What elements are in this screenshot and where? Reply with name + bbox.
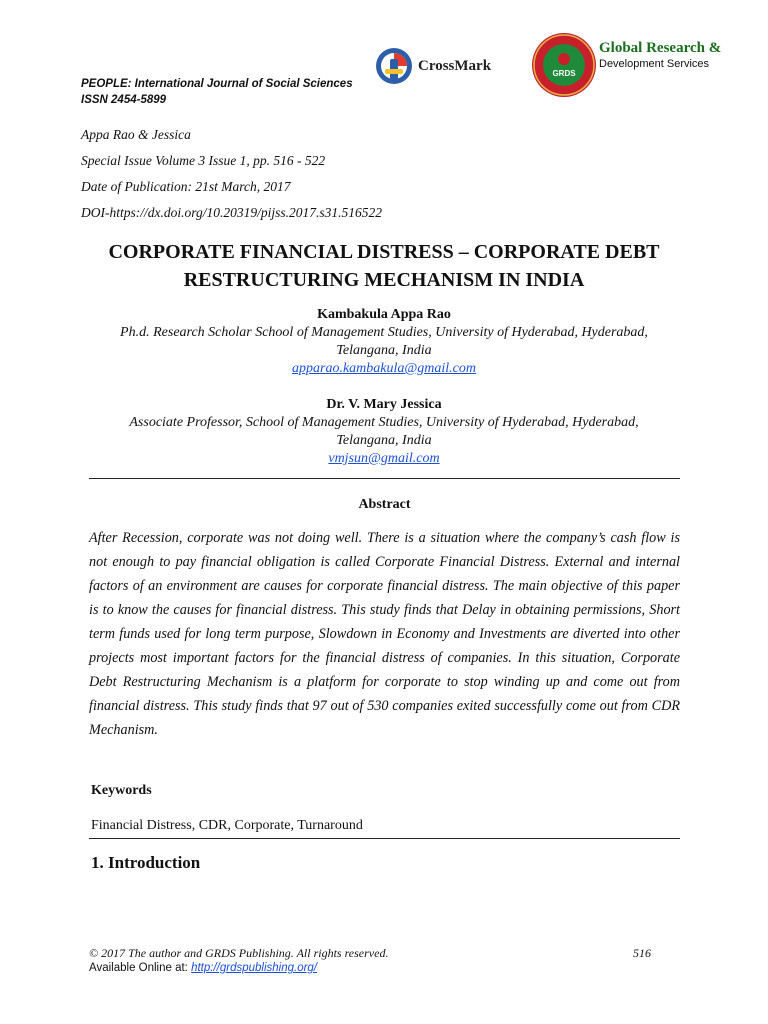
grds-name-line1: Global Research & bbox=[599, 40, 722, 56]
footer-copyright: © 2017 The author and GRDS Publishing. All rights reserved. bbox=[89, 946, 389, 960]
grds-name-line2: Development Services bbox=[599, 58, 710, 70]
divider bbox=[89, 838, 680, 839]
section-heading: 1. Introduction bbox=[91, 853, 201, 872]
crossmark-logo[interactable] bbox=[374, 44, 491, 88]
journal-issn: ISSN 2454-5899 bbox=[81, 94, 167, 106]
author-affiliation: Associate Professor, School of Management Studies, University of Hyderabad, Hyderabad, bbox=[129, 415, 639, 430]
meta-authors: Appa Rao & Jessica bbox=[81, 127, 191, 142]
author-affiliation-location: Telangana, India bbox=[336, 433, 432, 448]
meta-doi[interactable]: DOI-https://dx.doi.org/10.20319/pijss.2017.s31.516522 bbox=[81, 205, 383, 220]
keywords-text: Financial Distress, CDR, Corporate, Turnaround bbox=[91, 818, 363, 833]
title-line-2: RESTRUCTURING MECHANISM IN INDIA bbox=[183, 269, 585, 291]
crossmark-label: CrossMark bbox=[418, 57, 492, 74]
footer-available-label: Available Online at: bbox=[89, 962, 192, 974]
author-block bbox=[90, 306, 678, 378]
abstract-heading: Abstract bbox=[358, 497, 411, 512]
author-affiliation: Ph.d. Research Scholar School of Management Studies, University of Hyderabad, Hyderabad, bbox=[120, 325, 648, 340]
author-affiliation-location: Telangana, India bbox=[336, 343, 432, 358]
author-name: Dr. V. Mary Jessica bbox=[326, 397, 442, 412]
footer-availability bbox=[89, 962, 317, 974]
paper-title bbox=[80, 238, 688, 294]
crossmark-icon bbox=[374, 44, 414, 88]
divider bbox=[89, 478, 680, 479]
publication-meta bbox=[81, 122, 382, 226]
author-email-link[interactable]: vmjsun@gmail.com bbox=[328, 451, 440, 466]
keywords-heading: Keywords bbox=[91, 783, 152, 798]
meta-issue: Special Issue Volume 3 Issue 1, pp. 516 - 522 bbox=[81, 153, 326, 168]
meta-date: Date of Publication: 21st March, 2017 bbox=[81, 179, 291, 194]
author-name: Kambakula Appa Rao bbox=[317, 307, 451, 322]
abstract-text: After Recession, corporate was not doing well. There is a situation where the company’s cash flow is not enough to pay financial obligation is called Corporate Financial Distress. External and internal factors of an environment are causes for corporate financial distress. The main objective of this paper is to know the causes for financial distress. This study finds that Delay in obtaining permissions, Short term funds used for long term purpose, Slowdown in Economy and Investments are diverted into other projects most important factors for the financial distress of companies. In this situation, Corporate Debt Restructuring Mechanism is a platform for corporate to stop winding up and come out from financial distress. This study finds that 97 out of 530 companies exited successfully come out from CDR Mechanism. bbox=[89, 530, 680, 738]
author-block bbox=[90, 396, 678, 468]
title-line-1: CORPORATE FINANCIAL DISTRESS – CORPORATE DEBT bbox=[108, 241, 660, 263]
page-number: 516 bbox=[633, 946, 651, 960]
author-email-link[interactable]: apparao.kambakula@gmail.com bbox=[292, 361, 476, 376]
grds-logo bbox=[531, 32, 721, 98]
grds-seal-text: GRDS bbox=[552, 69, 576, 78]
journal-info bbox=[81, 76, 353, 108]
footer-website-link[interactable]: http://grdspublishing.org/ bbox=[191, 962, 318, 974]
grds-seal-icon bbox=[531, 32, 597, 98]
journal-name: PEOPLE: International Journal of Social Sciences bbox=[81, 78, 353, 90]
